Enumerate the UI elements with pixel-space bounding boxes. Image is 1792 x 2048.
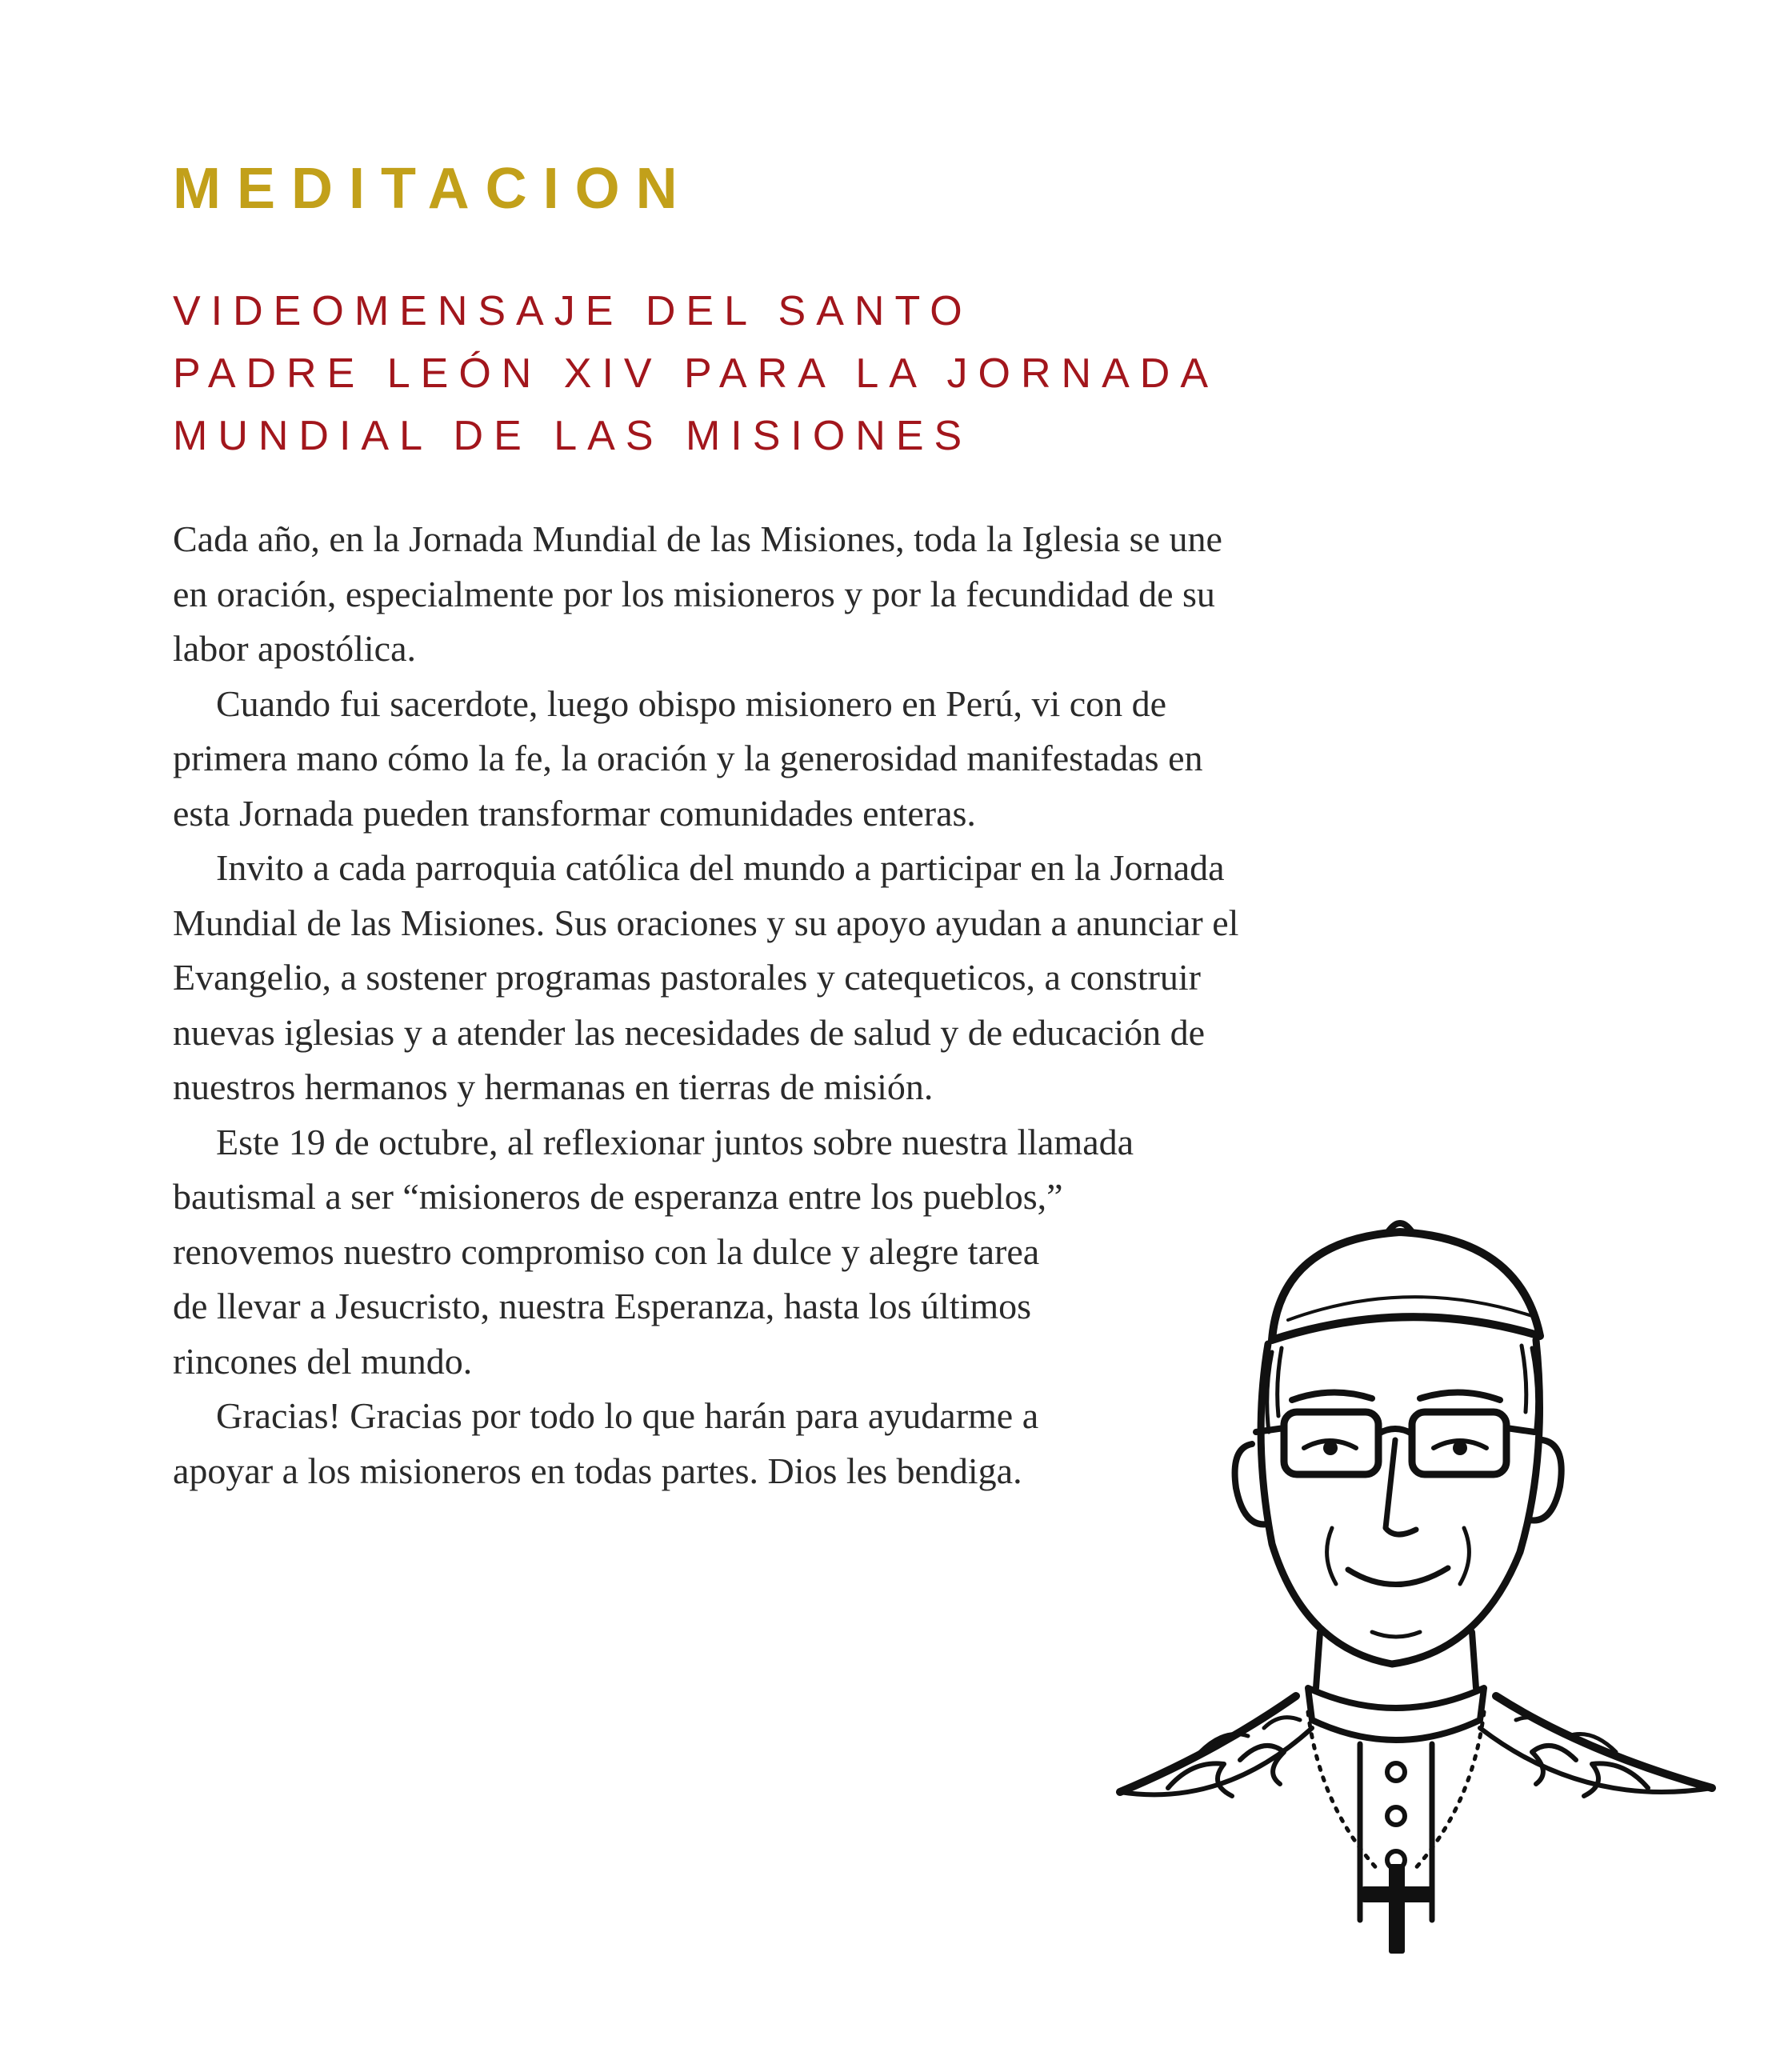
paragraph-line: Gracias! Gracias por todo lo que harán para ayudarme a (216, 1395, 1039, 1436)
paragraph-line: rincones del mundo. (173, 1340, 473, 1382)
paragraph-line: nuevas iglesias y a atender las necesidades de salud y de educación de (173, 1011, 1206, 1053)
subtitle-line: MUNDIAL DE LAS MISIONES (173, 413, 973, 459)
paragraph-line: labor apostólica. (173, 628, 417, 669)
paragraph-line: Este 19 de octubre, al reflexionar juntos sobre nuestra llamada (216, 1121, 1134, 1162)
paragraph-line: Cada año, en la Jornada Mundial de las Misiones, toda la Iglesia se une (173, 518, 1222, 559)
paragraph-line: nuestros hermanos y hermanas en tierras de misión. (173, 1066, 934, 1107)
paragraph-line: en oración, especialmente por los misioneros y por la fecundidad de su (173, 573, 1215, 614)
paragraph-line: primera mano cómo la fe, la oración y la generosidad manifestadas en (173, 738, 1203, 778)
subtitle-line: PADRE LEÓN XIV PARA LA JORNADA (173, 350, 1219, 397)
article-subtitle (173, 280, 1218, 467)
paragraph-line: apoyar a los misioneros en todas partes. Dios les bendiga. (173, 1450, 1022, 1491)
subtitle-line: VIDEOMENSAJE DEL SANTO (173, 288, 973, 334)
paragraph-line: Mundial de las Misiones. Sus oraciones y su apoyo ayudan a anunciar el (173, 902, 1239, 943)
pope-portrait-illustration (1104, 1200, 1728, 1960)
zucchetto-icon (1272, 1232, 1540, 1340)
paragraph-line: renovemos nuestro compromiso con la dulce y alegre tarea (173, 1230, 1040, 1272)
paragraph-line: bautismal a ser “misioneros de esperanza entre los pueblos,” (173, 1176, 1063, 1217)
cross-icon (1362, 1864, 1432, 1954)
paragraph-line: Evangelio, a sostener programas pastorales y catequeticos, a construir (173, 957, 1201, 998)
paragraph-line: esta Jornada pueden transformar comunidades enteras. (173, 792, 976, 834)
section-title: MEDITACION (173, 157, 694, 221)
paragraph-line: Cuando fui sacerdote, luego obispo misionero en Perú, vi con de (216, 682, 1167, 724)
paragraph-line: Invito a cada parroquia católica del mundo a participar en la Jornada (216, 847, 1225, 888)
paragraph-line: de llevar a Jesucristo, nuestra Esperanza, hasta los últimos (173, 1286, 1032, 1326)
